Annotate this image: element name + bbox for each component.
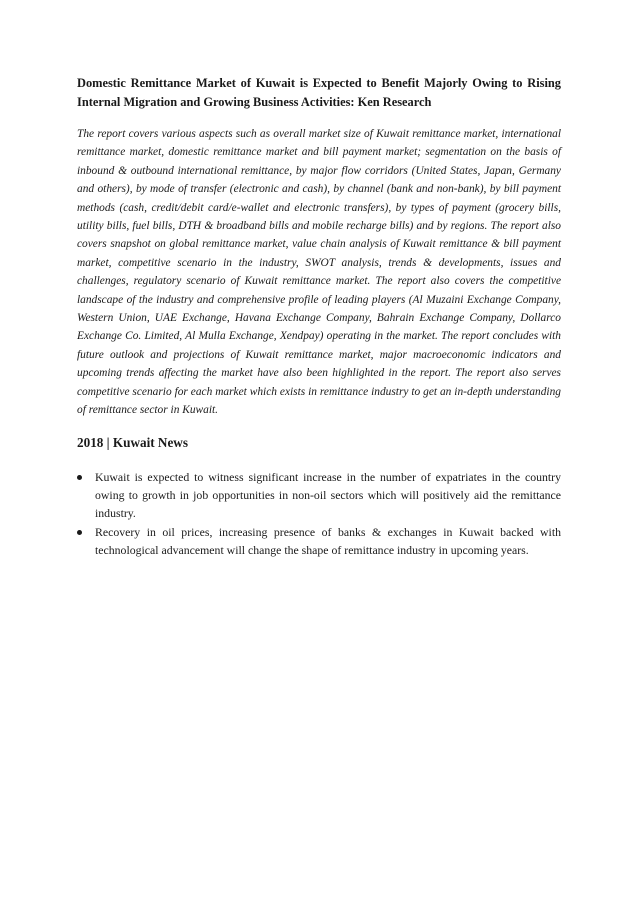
- report-summary-paragraph: The report covers various aspects such as overall market size of Kuwait remittance market, international remittance market, domestic remittance market and bill payment market; segmentation on the basis of inbound & outbound international remittance, by major flow corridors (United States, Japan, Germany and others), by mode of transfer (electronic and cash), by channel (bank and non-bank), by bill payment methods (cash, credit/debit card/e-wallet and electronic transfers), by types of payment (grocery bills, utility bills, fuel bills, DTH & broadband bills and mobile recharge bills) and by regions. The report also covers snapshot on global remittance market, value chain analysis of Kuwait remittance & bill payment market, competitive scenario in the industry, SWOT analysis, trends & developments, issues and challenges, regulatory scenario of Kuwait remittance market. The report also covers the competitive landscape of the industry and comprehensive profile of leading players (Al Muzaini Exchange Company, Western Union, UAE Exchange, Havana Exchange Company, Bahrain Exchange Company, Dollarco Exchange Co. Limited, Al Mulla Exchange, Xendpay) operating in the market. The report concludes with future outlook and projections of Kuwait remittance market, major macroeconomic indicators and upcoming trends affecting the market have also been highlighted in the report. The report also serves competitive scenario for each market which exists in remittance industry to get an in-depth understanding of remittance sector in Kuwait.: [77, 128, 561, 417]
- document-page: [77, 74, 561, 561]
- bullet-dot-icon: [77, 475, 82, 480]
- news-bullet-list: [77, 468, 561, 560]
- news-bullet-text: Recovery in oil prices, increasing presence of banks & exchanges in Kuwait backed with technological advancement will change the shape of remittance industry in upcoming years.: [95, 525, 561, 558]
- document-title: Domestic Remittance Market of Kuwait is Expected to Benefit Majorly Owing to Rising Internal Migration and Growing Business Activities: Ken Research: [77, 76, 561, 109]
- section-heading: 2018 | Kuwait News: [77, 434, 188, 450]
- news-bullet-item: [77, 523, 561, 559]
- news-bullet-text: Kuwait is expected to witness significant increase in the number of expatriates in the country owing to growth in job opportunities in non-oil sectors which will positively aid the remittance industry.: [95, 469, 561, 520]
- bullet-dot-icon: [77, 530, 82, 535]
- news-bullet-item: [77, 468, 561, 523]
